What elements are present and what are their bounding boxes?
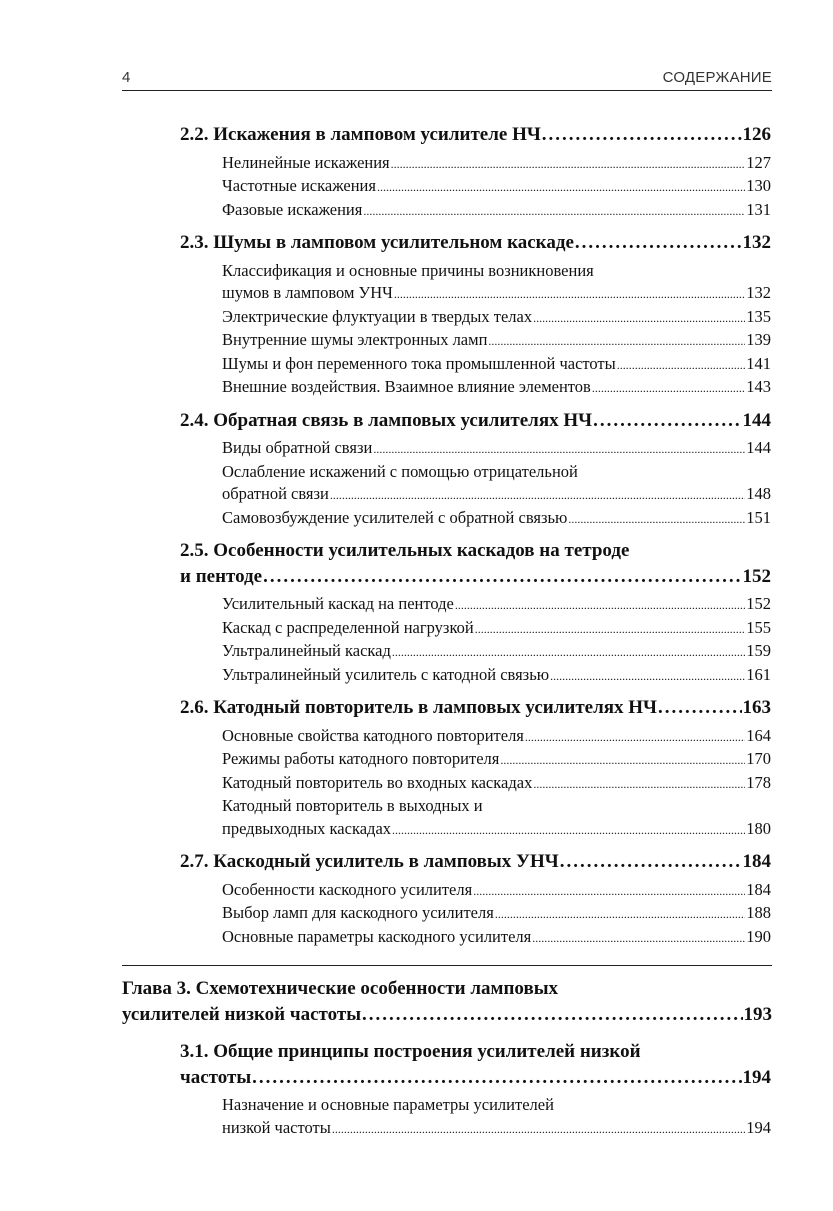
toc-subsection-list bbox=[222, 152, 771, 223]
section-heading bbox=[180, 408, 771, 434]
toc-entry: Режимы работы катодного повторителя ..... 170 bbox=[222, 748, 771, 772]
section-heading bbox=[180, 564, 771, 590]
chapter-title: усилителей низкой частоты bbox=[122, 1003, 362, 1025]
toc-entry: Шумы и фон переменного тока промышленной частоты ..... 141 bbox=[222, 353, 771, 377]
section-page: 132 bbox=[742, 232, 771, 253]
section-title: 2.3. Шумы в ламповом усилительном каскаде bbox=[180, 232, 574, 253]
toc-entry: Фазовые искажения ..... 131 bbox=[222, 199, 771, 223]
toc-entry: Внешние воздействия. Взаимное влияние элементов ..... 143 bbox=[222, 376, 771, 400]
toc-subsection-list bbox=[222, 593, 771, 687]
toc-section bbox=[180, 122, 771, 148]
section-title: 2.4. Обратная связь в ламповых усилителях НЧ bbox=[180, 409, 593, 431]
toc-section bbox=[180, 408, 771, 434]
toc-entry-first-line: Ослабление искажений с помощью отрицательной bbox=[222, 461, 578, 481]
toc-entry: Ультралинейный каскад ..... 159 bbox=[222, 640, 771, 664]
section-page: 184 bbox=[742, 851, 771, 872]
section-title: 2.7. Каскодный усилитель в ламповых УНЧ bbox=[180, 851, 559, 872]
toc-section bbox=[180, 849, 771, 875]
section-page: 194 bbox=[742, 1066, 771, 1088]
section-page: 126 bbox=[742, 124, 771, 145]
section-page: 144 bbox=[742, 409, 771, 431]
toc-entry: Каскад с распределенной нагрузкой ..... 155 bbox=[222, 617, 771, 641]
toc-section bbox=[180, 538, 771, 589]
toc-entry: Основные свойства катодного повторителя ..... 164 bbox=[222, 725, 771, 749]
toc-entry: Частотные искажения ..... 130 bbox=[222, 175, 771, 199]
chapter-title-first-line: Глава 3. Схемотехнические особенности ламповых bbox=[122, 978, 559, 999]
section-heading bbox=[180, 230, 771, 256]
section-title: частоты bbox=[180, 1066, 252, 1088]
toc-subsection-list bbox=[222, 1094, 771, 1140]
section-page: 152 bbox=[742, 565, 771, 587]
chapter-heading bbox=[122, 1002, 772, 1028]
toc-entry: обратной связи ..... 148 bbox=[222, 483, 771, 507]
toc-entry: Катодный повторитель во входных каскадах ..... 178 bbox=[222, 772, 771, 796]
toc-entry: Особенности каскодного усилителя ..... 184 bbox=[222, 879, 771, 903]
toc-entry: Внутренние шумы электронных ламп ..... 139 bbox=[222, 329, 771, 353]
toc-entry: Виды обратной связи ..... 144 bbox=[222, 437, 771, 461]
section-title: 2.6. Катодный повторитель в ламповых усилителях НЧ bbox=[180, 697, 658, 718]
toc-entry: Нелинейные искажения ..... 127 bbox=[222, 152, 771, 176]
toc-subsection-list bbox=[222, 879, 771, 950]
toc-section bbox=[180, 230, 771, 256]
toc-entry: Самовозбуждение усилителей с обратной связью ..... 151 bbox=[222, 507, 771, 531]
section-page: 163 bbox=[742, 697, 771, 718]
section-heading bbox=[180, 849, 771, 875]
toc-entry: Усилительный каскад на пентоде ..... 152 bbox=[222, 593, 771, 617]
toc-entry: Основные параметры каскодного усилителя ..... 190 bbox=[222, 926, 771, 950]
section-title-first-line: 2.5. Особенности усилительных каскадов на тетроде bbox=[180, 540, 630, 561]
section-heading bbox=[180, 122, 771, 148]
toc-entry: шумов в ламповом УНЧ ..... 132 bbox=[222, 282, 771, 306]
toc-subsection-list bbox=[222, 437, 771, 530]
toc-entry: низкой частоты ..... 194 bbox=[222, 1117, 771, 1141]
toc-entry-first-line: Назначение и основные параметры усилителей bbox=[222, 1095, 554, 1114]
toc-section bbox=[180, 695, 771, 721]
section-title: и пентоде bbox=[180, 565, 263, 587]
page-number: 4 bbox=[122, 69, 131, 86]
chapter-page: 193 bbox=[743, 1003, 772, 1025]
section-heading bbox=[180, 1065, 771, 1091]
table-of-contents bbox=[0, 122, 833, 1140]
toc-section bbox=[180, 1039, 771, 1090]
toc-entry-first-line: Классификация и основные причины возникновения bbox=[222, 260, 594, 280]
chapter-divider bbox=[122, 965, 772, 966]
toc-entry: Ультралинейный усилитель с катодной связью ..... 161 bbox=[222, 664, 771, 688]
toc-entry: Выбор ламп для каскодного усилителя ..... 188 bbox=[222, 902, 771, 926]
toc-subsection-list bbox=[222, 725, 771, 842]
toc-entry-first-line: Катодный повторитель в выходных и bbox=[222, 796, 483, 815]
section-heading bbox=[180, 695, 771, 721]
toc-subsection-list bbox=[222, 260, 771, 400]
section-title: 2.2. Искажения в ламповом усилителе НЧ bbox=[180, 124, 541, 145]
running-title: СОДЕРЖАНИЕ bbox=[662, 69, 772, 86]
section-title-first-line: 3.1. Общие принципы построения усилителей низкой bbox=[180, 1041, 641, 1062]
running-header bbox=[122, 68, 772, 91]
toc-entry: Электрические флуктуации в твердых телах ..... 135 bbox=[222, 306, 771, 330]
toc-chapter bbox=[122, 976, 772, 1027]
toc-entry: предвыходных каскадах ..... 180 bbox=[222, 818, 771, 842]
